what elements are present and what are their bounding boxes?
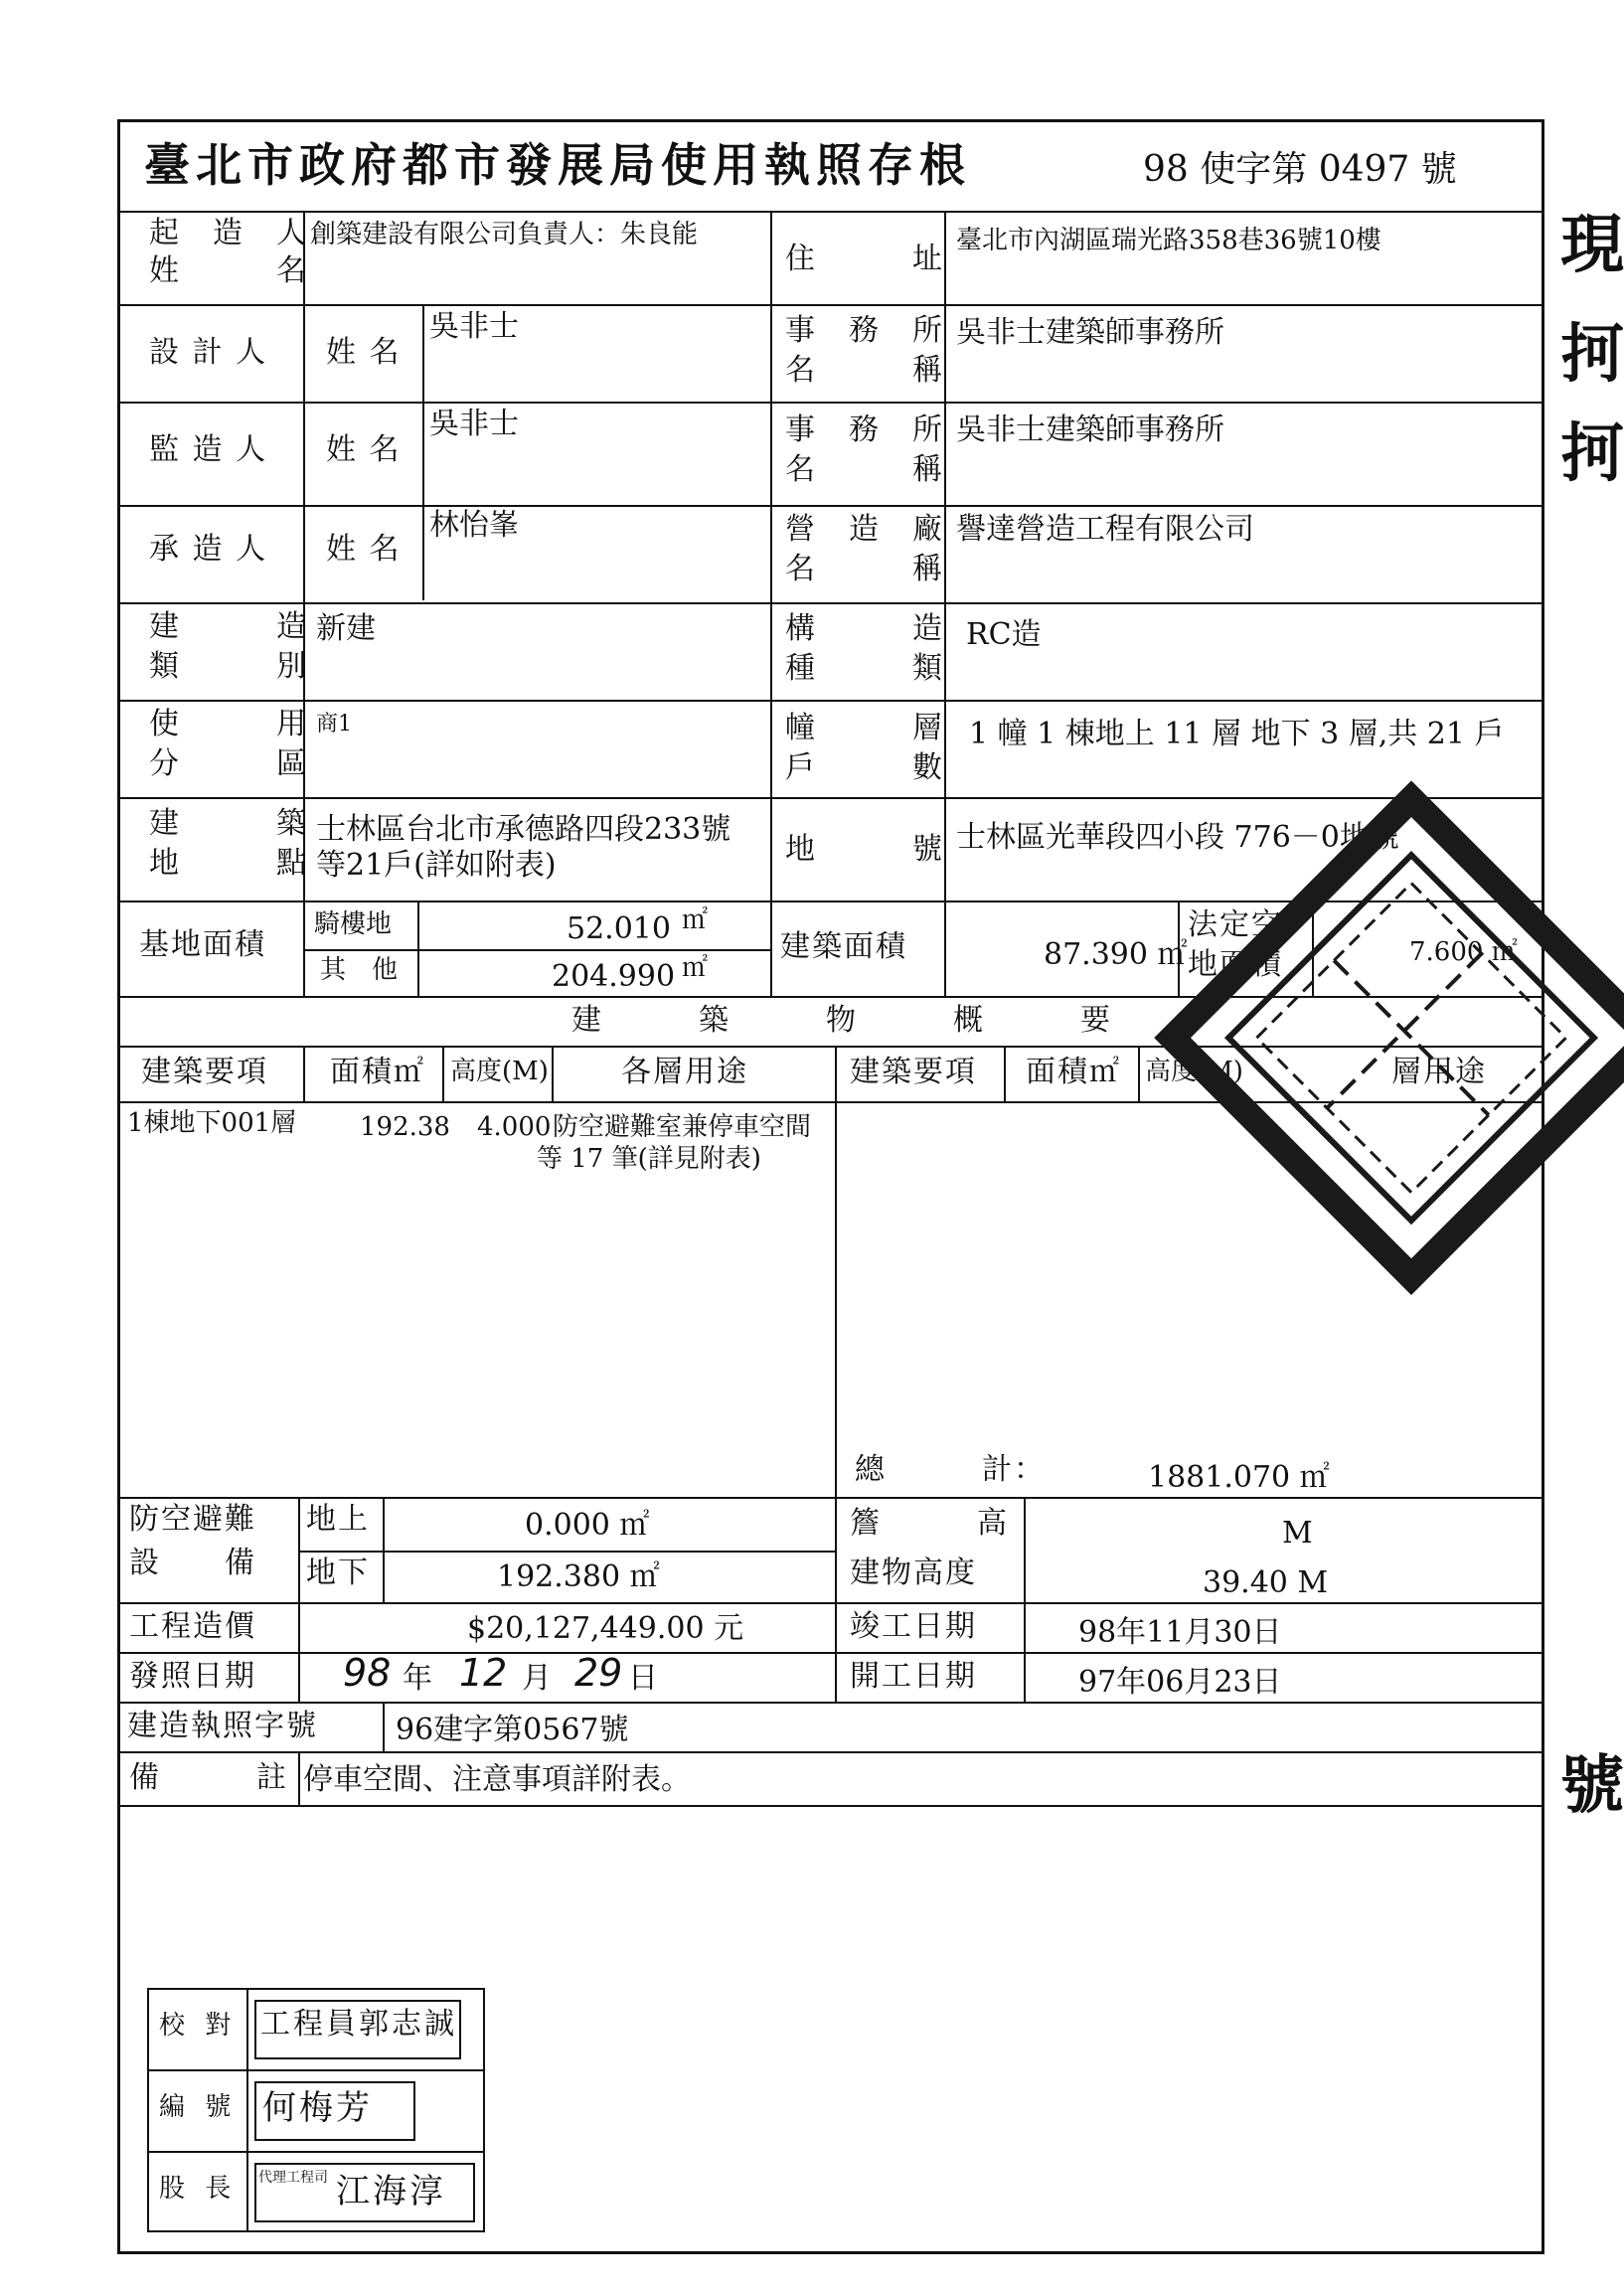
grid-line xyxy=(770,211,772,996)
col-area: 面積㎡ xyxy=(330,1055,425,1089)
site-value-1: 士林區台北市承德路四段233號 xyxy=(316,812,731,847)
issue-year-char: 年 xyxy=(403,1661,432,1696)
units-value: 1 幢 1 棟地上 11 層 地下 3 層,共 21 戶 xyxy=(969,717,1505,751)
total-value: 1881.070 ㎡ xyxy=(1148,1460,1330,1495)
grid-line xyxy=(117,1652,1544,1654)
grid-line xyxy=(147,2151,485,2153)
grid-line xyxy=(117,1602,1544,1604)
permit-label: 建造執照字號 xyxy=(127,1709,318,1743)
cost-label: 工程造價 xyxy=(129,1609,256,1644)
col-use-right: 層用途 xyxy=(1391,1055,1487,1089)
license-number: 98 使字第 0497 號 xyxy=(1143,149,1457,190)
building-area-value: 87.390 ㎡ xyxy=(1044,937,1188,972)
other-value: 204.990 xyxy=(552,959,676,994)
entry-use-2: 等 17 筆(詳見附表) xyxy=(537,1144,761,1174)
below-value: 192.380 ㎡ xyxy=(497,1559,660,1594)
grid-line xyxy=(1138,1046,1140,1101)
grid-line xyxy=(835,1046,837,1702)
factory-label: 營 造 廠 xyxy=(785,512,944,547)
col-item-right: 建築要項 xyxy=(850,1055,977,1089)
grid-line xyxy=(417,901,419,996)
grid-line xyxy=(552,1046,554,1101)
grid-line xyxy=(422,304,424,600)
grid-line xyxy=(117,402,1544,404)
supervisor-label: 監 造 人 xyxy=(149,432,268,467)
grid-line xyxy=(117,304,1544,306)
number-label: 編 號 xyxy=(159,2092,238,2122)
start-value: 97年06月23日 xyxy=(1078,1665,1282,1700)
grid-line xyxy=(117,1702,1544,1704)
start-label: 開工日期 xyxy=(850,1659,977,1694)
grid-line xyxy=(442,1046,444,1101)
complete-label: 竣工日期 xyxy=(850,1609,977,1644)
chief-value: 江海淳 xyxy=(336,2172,446,2212)
entry-height: 4.000 xyxy=(477,1112,552,1142)
legal-open-label: 法定空 xyxy=(1188,907,1283,942)
issue-year: 98 xyxy=(343,1651,392,1695)
arcade-unit: ㎡ xyxy=(682,905,709,935)
other-label: 其 他 xyxy=(320,955,399,985)
lot-value: 士林區光華段四小段 776－0地號 xyxy=(956,820,1399,855)
contractor-company: 譽達營造工程有限公司 xyxy=(956,512,1254,547)
col-height: 高度(M) xyxy=(450,1057,549,1086)
designer-office-label: 事 務 所 xyxy=(785,313,944,348)
number-value: 何梅芳 xyxy=(262,2088,373,2128)
grid-line xyxy=(117,602,1544,604)
lot-label: 地 號 xyxy=(785,832,944,867)
eaves-value: M xyxy=(1282,1516,1313,1551)
originator-name-label: 姓 名 xyxy=(149,253,308,288)
remarks-value: 停車空間、注意事項詳附表。 xyxy=(303,1762,691,1797)
structure-label: 構 造 xyxy=(785,611,944,646)
build-type-label-2: 類 別 xyxy=(149,649,308,684)
above-label: 地上 xyxy=(306,1502,370,1537)
units-label: 幢 層 xyxy=(785,711,944,745)
arcade-label: 騎樓地 xyxy=(314,909,393,939)
zone-label: 使 用 xyxy=(149,707,308,741)
arcade-value: 52.010 xyxy=(567,911,671,946)
official-seal-stamp xyxy=(1213,696,1614,1392)
margin-glyph-2: 抲 xyxy=(1560,317,1624,392)
overview-heading: 建 築 物 概 要 xyxy=(571,1003,1112,1038)
originator-label: 起 造 人 xyxy=(149,216,308,250)
designer-value: 吳非士 xyxy=(429,309,519,344)
issue-label: 發照日期 xyxy=(129,1659,256,1694)
cost-value: $20,127,449.00 元 xyxy=(467,1611,744,1646)
grid-line xyxy=(1024,1497,1026,1702)
zone-label-2: 分 區 xyxy=(149,746,308,781)
address-value: 臺北市內湖區瑞光路358巷36號10樓 xyxy=(956,226,1381,255)
site-label-2: 地 點 xyxy=(149,846,308,881)
factory-label-2: 名 稱 xyxy=(785,552,944,586)
eaves-label: 簷 高 xyxy=(850,1506,1009,1541)
grid-line xyxy=(303,949,770,951)
remarks-label: 備 註 xyxy=(129,1760,288,1795)
chief-label: 股 長 xyxy=(159,2174,238,2204)
grid-line xyxy=(1004,1046,1006,1101)
grid-line xyxy=(117,1497,1544,1499)
margin-glyph-4: 號 xyxy=(1560,1748,1624,1823)
grid-line xyxy=(944,211,946,996)
contractor-name-label: 姓 名 xyxy=(326,532,402,567)
designer-name-label: 姓 名 xyxy=(326,335,402,370)
legal-open-label-2: 地面積 xyxy=(1188,947,1283,982)
building-area-label: 建築面積 xyxy=(780,929,907,964)
legal-open-value: 7.600 ㎡ xyxy=(1409,937,1518,967)
issue-month-char: 月 xyxy=(522,1661,552,1696)
col-height-right: 高度(M) xyxy=(1145,1057,1243,1086)
issue-month: 12 xyxy=(459,1651,508,1695)
grid-line xyxy=(383,1497,385,1602)
supervisor-value: 吳非士 xyxy=(429,407,519,441)
supervisor-name-label: 姓 名 xyxy=(326,432,402,467)
margin-glyph-1: 現 xyxy=(1560,208,1624,282)
grid-line xyxy=(298,1497,300,1702)
supervisor-office-value: 吳非士建築師事務所 xyxy=(956,412,1224,447)
shelter-label: 防空避難 xyxy=(129,1502,256,1537)
grid-line xyxy=(117,211,1544,213)
complete-value: 98年11月30日 xyxy=(1078,1615,1282,1650)
designer-office-value: 吳非士建築師事務所 xyxy=(956,315,1224,350)
grid-line xyxy=(147,2069,485,2071)
supervisor-office-label-2: 名 稱 xyxy=(785,452,944,487)
issue-day-char: 日 xyxy=(628,1661,658,1696)
structure-value: RC造 xyxy=(966,617,1042,652)
designer-office-label-2: 名 稱 xyxy=(785,353,944,388)
building-height-value: 39.40 M xyxy=(1203,1565,1329,1600)
grid-line xyxy=(117,505,1544,507)
address-label: 住 址 xyxy=(785,242,944,276)
margin-glyph-3: 抲 xyxy=(1560,416,1624,491)
other-unit: ㎡ xyxy=(682,953,709,983)
grid-line xyxy=(117,1805,1544,1807)
build-type-label: 建 造 xyxy=(149,609,308,644)
supervisor-office-label: 事 務 所 xyxy=(785,412,944,447)
entry-area: 192.38 xyxy=(360,1112,450,1142)
contractor-value: 林怡峯 xyxy=(429,508,519,543)
total-label: 總 計： xyxy=(855,1452,1046,1487)
site-value-2: 等21戶(詳如附表) xyxy=(316,848,557,883)
grid-line xyxy=(246,1988,248,2232)
col-use: 各層用途 xyxy=(621,1055,748,1089)
site-label: 建 築 xyxy=(149,806,308,841)
building-height-label: 建物高度 xyxy=(850,1556,977,1590)
check-value: 工程員郭志誠 xyxy=(260,2007,457,2042)
below-label: 地下 xyxy=(306,1556,370,1590)
entry-use-1: 防空避難室兼停車空間 xyxy=(553,1112,812,1142)
grid-line xyxy=(117,1751,1544,1753)
shelter-label-2: 設 備 xyxy=(129,1546,256,1580)
zone-value: 商1 xyxy=(316,712,352,737)
build-type-value: 新建 xyxy=(316,611,376,646)
base-area-label: 基地面積 xyxy=(139,927,266,962)
grid-line xyxy=(298,1551,835,1553)
check-label: 校 對 xyxy=(159,2011,238,2041)
structure-label-2: 種 類 xyxy=(785,651,944,686)
grid-line xyxy=(303,1046,305,1101)
grid-line xyxy=(298,1751,300,1805)
contractor-label: 承 造 人 xyxy=(149,532,268,567)
col-area-right: 面積㎡ xyxy=(1026,1055,1121,1089)
col-item: 建築要項 xyxy=(141,1055,268,1089)
chief-prefix: 代理工程司 xyxy=(258,2170,328,2186)
originator-value: 創築建設有限公司負責人：朱良能 xyxy=(310,220,699,249)
grid-line xyxy=(383,1702,385,1751)
units-label-2: 戶 數 xyxy=(785,750,944,785)
entry-item: 1棟地下001層 xyxy=(127,1108,297,1138)
document-title: 臺北市政府都市發展局使用執照存根 xyxy=(144,138,971,192)
issue-day: 29 xyxy=(574,1651,623,1695)
permit-value: 96建字第0567號 xyxy=(396,1713,629,1747)
designer-label: 設 計 人 xyxy=(149,335,268,370)
above-value: 0.000 ㎡ xyxy=(525,1508,650,1543)
